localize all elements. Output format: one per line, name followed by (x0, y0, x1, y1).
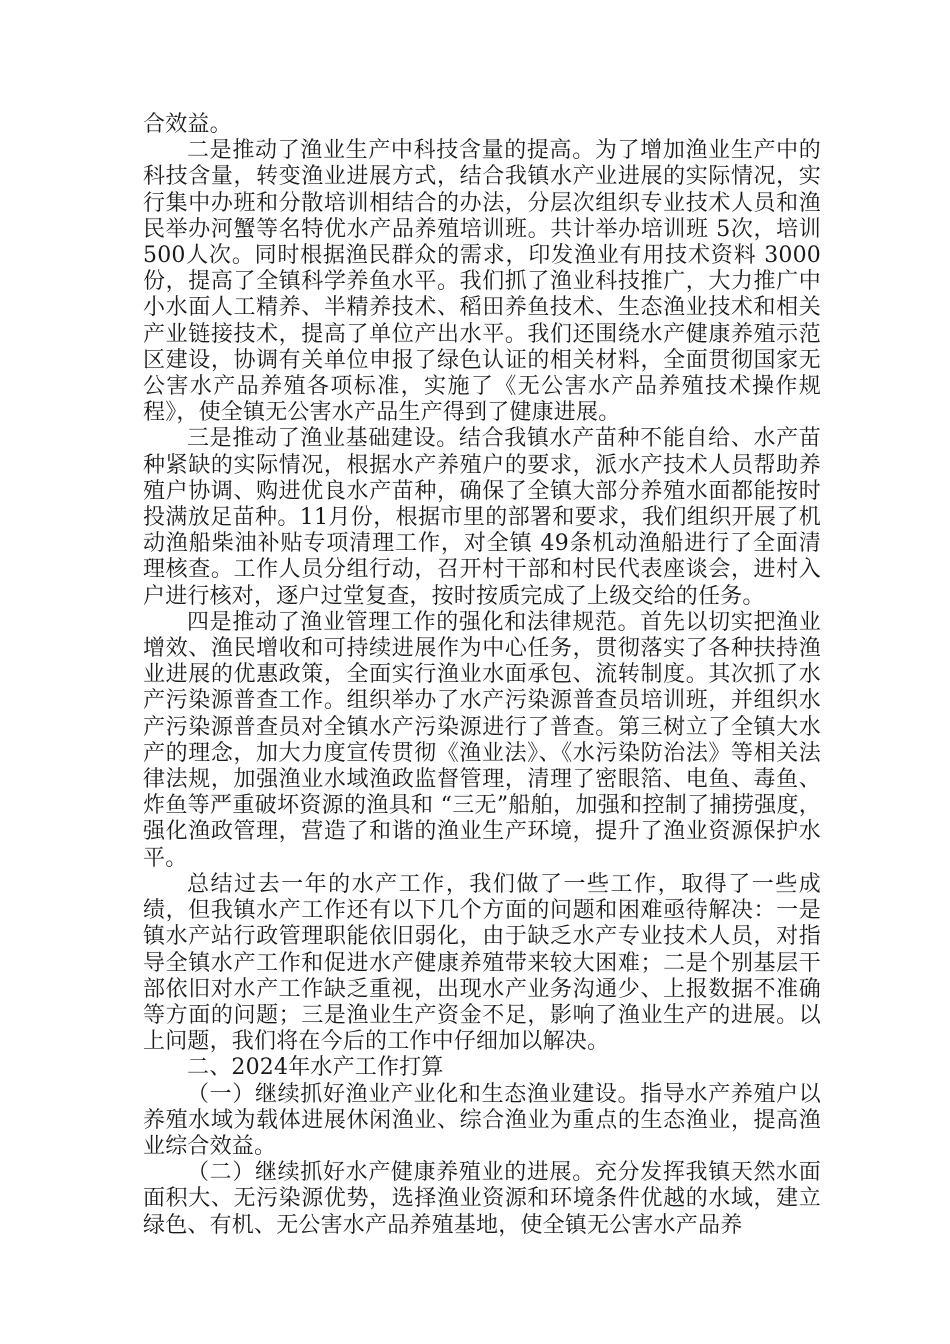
paragraph-plan-item-2: （二）继续抓好水产健康养殖业的进展。充分发挥我镇天然水面面积大、无污染源优势，选择渔业资源和环境条件优越的水域，建立绿色、有机、无公害水产品养殖基地，使全镇无公害水产品养 (143, 1160, 821, 1238)
document-page (143, 112, 821, 1239)
section-heading-plan: 二、2024年水产工作打算 (187, 1055, 444, 1081)
paragraph-tech-content: 二是推动了渔业生产中科技含量的提高。为了增加渔业生产中的科技含量，转变渔业进展方式，结合我镇水产业进展的实际情况，实行集中办班和分散培训相结合的办法，分层次组织专业技术人员和渔民举办河蟹等名特优水产品养殖培训班。共计举办培训班 5次，培训 500人次。同时根据渔民群众的需求，印发渔业有用技术资料 3000份，提高了全镇科学养鱼水平。我们抓了渔业科技推广，大力推广中小水面人工精养、半精养技术、稻田养鱼技术、生态渔业技术和相关产业链接技术，提高了单位产出水平。我们还围绕水产健康养殖示范区建设，协调有关单位申报了绿色认证的相关材料，全面贯彻国家无公害水产品养殖各项标准，实施了《无公害水产品养殖技术操作规程》，使全镇无公害水产品生产得到了健康进展。 (143, 138, 821, 426)
paragraph-continuation: 合效益。 (143, 112, 232, 137)
paragraph-infrastructure: 三是推动了渔业基础建设。结合我镇水产苗种不能自给、水产苗种紧缺的实际情况，根据水产养殖户的要求，派水产技术人员帮助养殖户协调、购进优良水产苗种，确保了全镇大部分养殖水面都能按时投满放足苗种。11月份，根据市里的部署和要求，我们组织开展了机动渔船柴油补贴专项清理工作，对全镇 49条机动渔船进行了全面清理核查。工作人员分组行动，召开村干部和村民代表座谈会，进村入户进行核对，逐户过堂复查，按时按质完成了上级交给的任务。 (143, 426, 821, 609)
paragraph-management: 四是推动了渔业管理工作的强化和法律规范。首先以切实把渔业增效、渔民增收和可持续进展作为中心任务，贯彻落实了各种扶持渔业进展的优惠政策，全面实行渔业水面承包、流转制度。其次抓了水产污染源普查工作。组织举办了水产污染源普查员培训班，并组织水产污染源普查员对全镇水产污染源进行了普查。第三树立了全镇大水产的理念，加大力度宣传贯彻《渔业法》、《水污染防治法》等相关法律法规，加强渔业水域渔政监督管理，清理了密眼箔、电鱼、毒鱼、炸鱼等严重破坏资源的渔具和 “三无”船舶，加强和控制了捕捞强度，强化渔政管理，营造了和谐的渔业生产环境，提升了渔业资源保护水平。 (143, 609, 821, 871)
paragraph-summary: 总结过去一年的水产工作，我们做了一些工作，取得了一些成绩，但我镇水产工作还有以下几个方面的问题和困难亟待解决：一是镇水产站行政管理职能依旧弱化，由于缺乏水产专业技术人员，对指导全镇水产工作和促进水产健康养殖带来较大困难；二是个别基层干部依旧对水产工作缺乏重视，出现水产业务沟通少、上报数据不准确等方面的问题；三是渔业生产资金不足，影响了渔业生产的进展。以上问题，我们将在今后的工作中仔细加以解决。 (143, 871, 821, 1055)
paragraph-plan-item-1: （一）继续抓好渔业产业化和生态渔业建设。指导水产养殖户以养殖水域为载体进展休闲渔业、综合渔业为重点的生态渔业，提高渔业综合效益。 (143, 1081, 821, 1159)
